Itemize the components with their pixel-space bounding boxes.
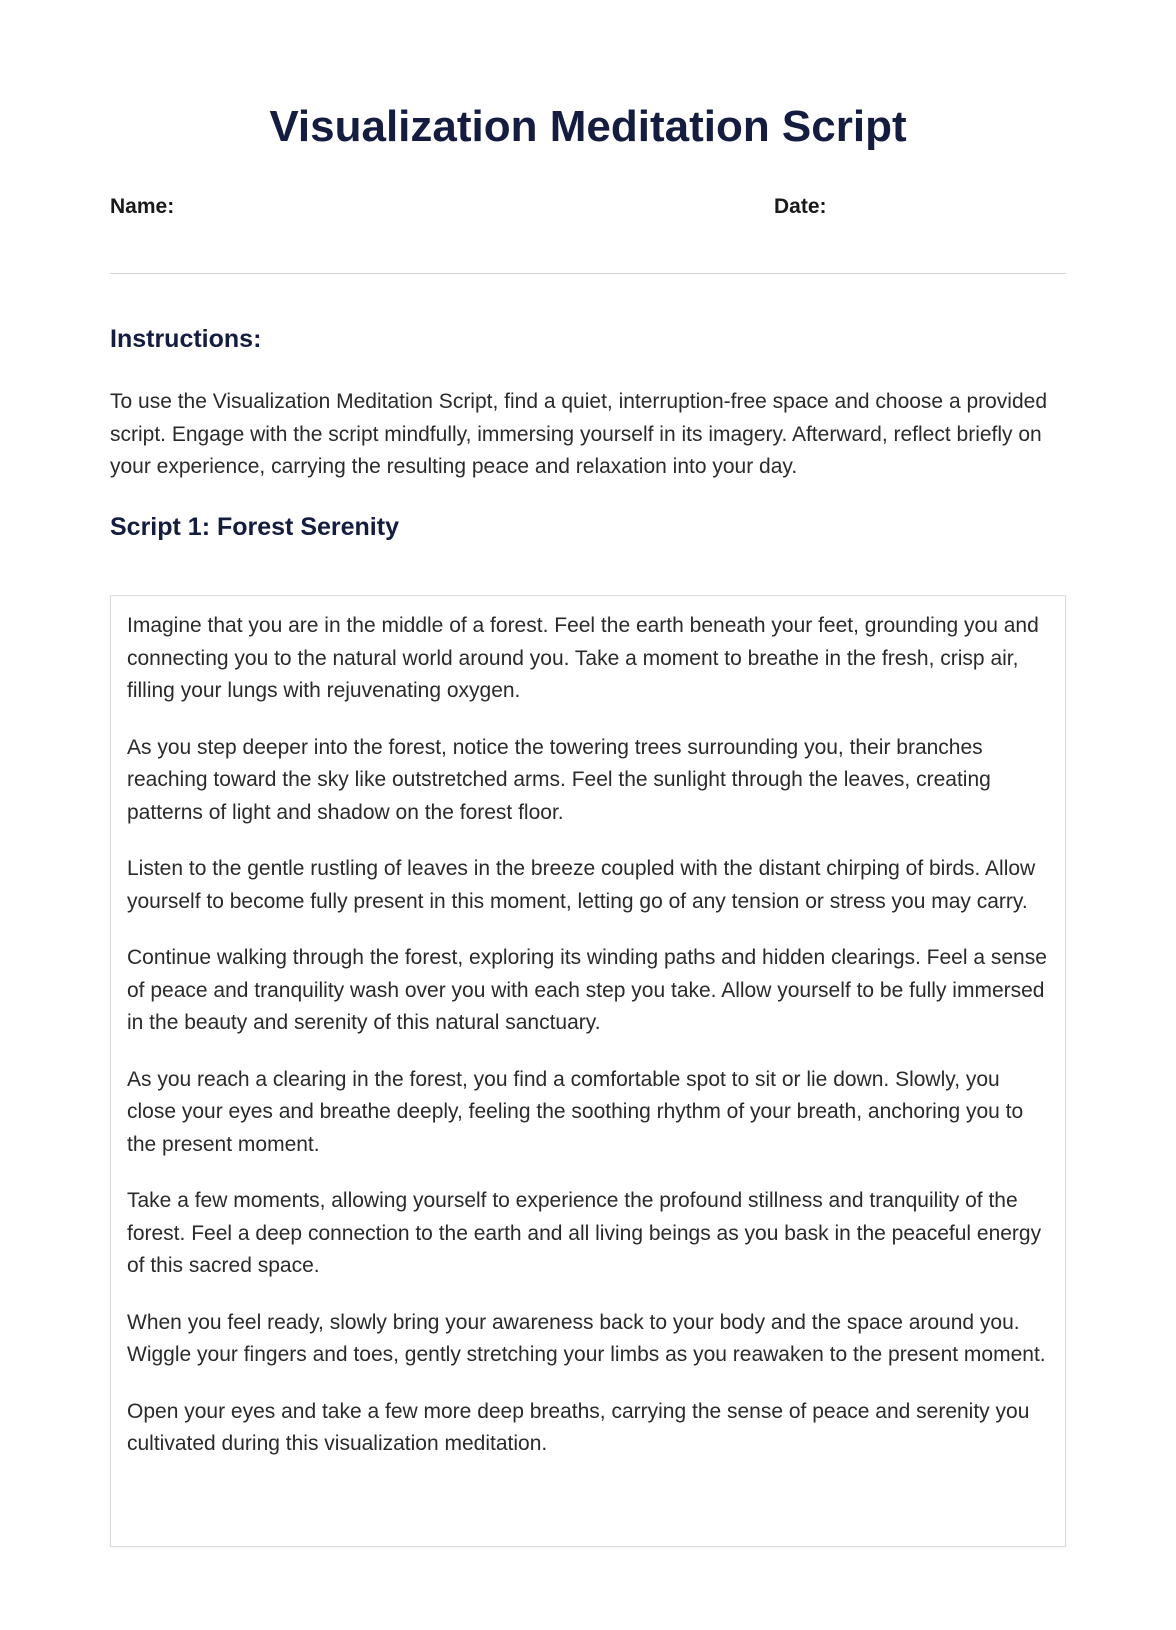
script-paragraph: As you reach a clearing in the forest, you find a comfortable spot to sit or lie down. Slowly, you close your eyes and breathe deeply, feeling the soothing rhythm of your breath, anchoring you to the present moment. [127, 1067, 1024, 1156]
script-paragraph: Imagine that you are in the middle of a forest. Feel the earth beneath your feet, grounding you and connecting you to the natural world around you. Take a moment to breathe in the fresh, crisp air, filling your lungs with rejuvenating oxygen. [127, 614, 1039, 702]
instructions-text: To use the Visualization Meditation Script, find a quiet, interruption-free space and choose a provided script. Engage with the script mindfully, immersing yourself in its imagery. Afterward, reflect briefly on your experience, carrying the resulting peace and relaxation into your day. [110, 390, 1048, 478]
instructions-heading: Instructions: [110, 325, 262, 353]
script-box [110, 595, 1066, 1547]
header-divider [110, 273, 1066, 274]
page-title: Visualization Meditation Script [269, 102, 907, 151]
name-label: Name: [110, 195, 175, 218]
script-paragraph: Continue walking through the forest, exploring its winding paths and hidden clearings. Feel a sense of peace and tranquility wash over you with each step you take. Allow yourself to be fully immersed in the beauty and serenity of this natural sanctuary. [127, 946, 1047, 1034]
date-label: Date: [774, 195, 827, 218]
script-paragraph: As you step deeper into the forest, notice the towering trees surrounding you, their branches reaching toward the sky like outstretched arms. Feel the sunlight through the leaves, creating patterns of light and shadow on the forest floor. [127, 735, 991, 824]
script-paragraph: When you feel ready, slowly bring your awareness back to your body and the space around you. Wiggle your fingers and toes, gently stretching your limbs as you reawaken to the present moment. [127, 1310, 1046, 1366]
script-paragraph: Open your eyes and take a few more deep breaths, carrying the sense of peace and serenity you cultivated during this visualization meditation. [127, 1399, 1030, 1455]
script-heading: Script 1: Forest Serenity [110, 513, 399, 541]
script-paragraph: Take a few moments, allowing yourself to experience the profound stillness and tranquility of the forest. Feel a deep connection to the earth and all living beings as you bask in the peaceful energy of this sacred space. [127, 1189, 1042, 1277]
script-paragraph: Listen to the gentle rustling of leaves in the breeze coupled with the distant chirping of birds. Allow yourself to become fully present in this moment, letting go of any tension or stress you may carry. [127, 857, 1036, 913]
